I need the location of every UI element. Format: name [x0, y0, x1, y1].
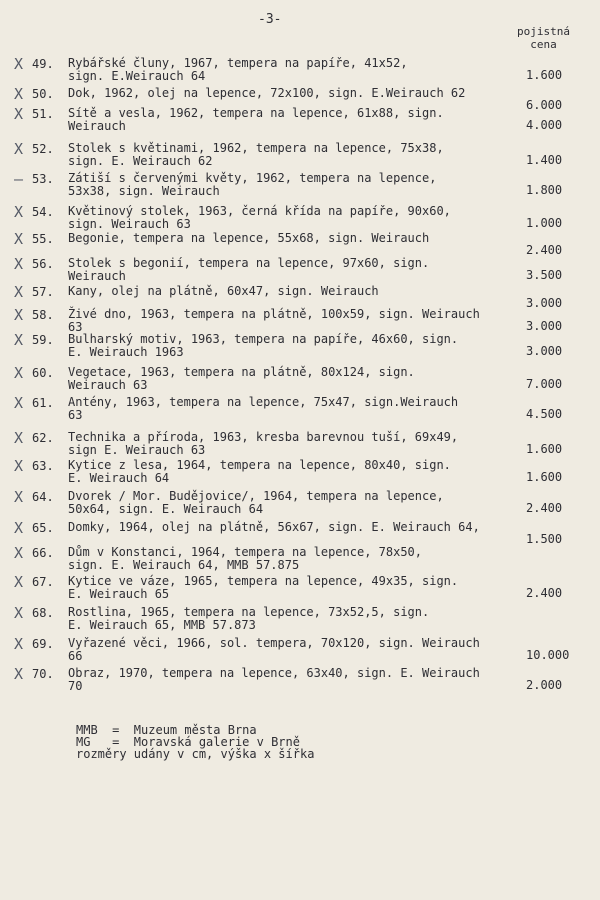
entry-number: 53.: [32, 172, 54, 186]
inventory-entry: [0, 57, 600, 87]
inventory-entry: [0, 606, 600, 636]
entry-number: 65.: [32, 521, 54, 535]
entry-description: Antény, 1963, tempera na lepence, 75x47, sign.Weirauch 63: [68, 395, 459, 422]
inventory-entry: [0, 459, 600, 489]
entry-description: Technika a příroda, 1963, kresba barevnou tuší, 69x49, sign E. Weirauch 63: [68, 430, 459, 457]
check-mark: X: [14, 331, 24, 349]
entry-price: 3.500: [526, 268, 563, 282]
check-mark: X: [14, 306, 24, 324]
inventory-entry: [0, 546, 600, 576]
entry-number: 67.: [32, 575, 54, 589]
check-mark: X: [14, 488, 24, 506]
inventory-entry: [0, 396, 600, 426]
entry-description: Stolek s begonií, tempera na lepence, 97x60, sign. Weirauch: [68, 256, 430, 283]
check-mark: X: [14, 364, 24, 382]
inventory-entry: [0, 366, 600, 396]
entry-price: 2.000: [526, 678, 563, 692]
entry-description: Kany, olej na plátně, 60x47, sign. Weirauch: [68, 284, 379, 298]
check-mark: X: [14, 573, 24, 591]
entry-description: Rybářské čluny, 1967, tempera na papíře, 41x52, sign. E.Weirauch 64: [68, 56, 408, 83]
entry-description: Rostlina, 1965, tempera na lepence, 73x52,5, sign. E. Weirauch 65, MMB 57.873: [68, 605, 430, 632]
inventory-entry: [0, 637, 600, 667]
entry-number: 62.: [32, 431, 54, 445]
check-mark: X: [14, 230, 24, 248]
entry-price: 1.000: [526, 216, 563, 230]
entry-number: 49.: [32, 57, 54, 71]
entry-number: 55.: [32, 232, 54, 246]
entry-number: 63.: [32, 459, 54, 473]
check-mark: X: [14, 519, 24, 537]
entry-description: Vegetace, 1963, tempera na plátně, 80x124, sign. Weirauch 63: [68, 365, 415, 392]
entry-number: 56.: [32, 257, 54, 271]
check-mark: X: [14, 140, 24, 158]
entry-description: Dům v Konstanci, 1964, tempera na lepence, 78x50, sign. E. Weirauch 64, MMB 57.875: [68, 545, 423, 572]
legend-line: MMB = Muzeum města Brna: [76, 723, 257, 737]
entry-number: 64.: [32, 490, 54, 504]
entry-price: 4.000: [526, 118, 563, 132]
inventory-entry: [0, 107, 600, 137]
check-mark: X: [14, 457, 24, 475]
entry-price: 1.600: [526, 442, 563, 456]
inventory-entry: [0, 490, 600, 520]
entry-price: 3.000: [526, 344, 563, 358]
inventory-entry: [0, 257, 600, 287]
entry-price: 2.400: [526, 243, 563, 257]
entry-price: 1.600: [526, 470, 563, 484]
check-mark: X: [14, 283, 24, 301]
entry-price: 4.500: [526, 407, 563, 421]
entry-description: Kytice z lesa, 1964, tempera na lepence, 80x40, sign. E. Weirauch 64: [68, 458, 451, 485]
entry-number: 66.: [32, 546, 54, 560]
entry-description: Obraz, 1970, tempera na lepence, 63x40, sign. E. Weirauch 70: [68, 666, 480, 693]
header-line-2: cena: [530, 38, 557, 51]
inventory-entry: [0, 575, 600, 605]
check-mark: X: [14, 55, 24, 73]
entry-number: 69.: [32, 637, 54, 651]
entry-description: Begonie, tempera na lepence, 55x68, sign. Weirauch: [68, 231, 430, 245]
inventory-entry: [0, 667, 600, 697]
check-mark: X: [14, 105, 24, 123]
entry-description: Živé dno, 1963, tempera na plátně, 100x59, sign. Weirauch 63: [68, 307, 480, 334]
page-number: -3-: [258, 12, 282, 27]
check-mark: X: [14, 394, 24, 412]
entry-number: 59.: [32, 333, 54, 347]
entry-description: Vyřazené věci, 1966, sol. tempera, 70x120, sign. Weirauch 66: [68, 636, 480, 663]
entry-number: 50.: [32, 87, 54, 101]
check-mark: X: [14, 203, 24, 221]
entry-number: 60.: [32, 366, 54, 380]
entry-price: 1.600: [526, 68, 563, 82]
legend-line: rozměry udány v cm, výška x šířka: [76, 747, 315, 761]
entry-price: 2.400: [526, 501, 563, 515]
entry-description: Dvorek / Mor. Budějovice/, 1964, tempera na lepence, 50x64, sign. E. Weirauch 64: [68, 489, 444, 516]
entry-number: 61.: [32, 396, 54, 410]
entry-description: Květinový stolek, 1963, černá křída na papíře, 90x60, sign. Weirauch 63: [68, 204, 451, 231]
legend-line: MG = Moravská galerie v Brně: [76, 735, 300, 749]
entry-description: Kytice ve váze, 1965, tempera na lepence, 49x35, sign. E. Weirauch 65: [68, 574, 459, 601]
check-mark: X: [14, 429, 24, 447]
legend: [76, 724, 314, 760]
check-mark: X: [14, 635, 24, 653]
entry-price: 7.000: [526, 377, 563, 391]
header-line-1: pojistná: [517, 25, 570, 38]
entry-price: 3.000: [526, 296, 563, 310]
entry-price: 1.800: [526, 183, 563, 197]
check-mark: X: [14, 85, 24, 103]
entry-number: 54.: [32, 205, 54, 219]
entry-description: Dok, 1962, olej na lepence, 72x100, sign. E.Weirauch 62: [68, 86, 466, 100]
entry-number: 70.: [32, 667, 54, 681]
entry-price: 3.000: [526, 319, 563, 333]
entry-price: 6.000: [526, 98, 563, 112]
inventory-entry: [0, 431, 600, 461]
entry-price: 10.000: [526, 648, 570, 662]
check-mark: X: [14, 604, 24, 622]
entry-price: 2.400: [526, 586, 563, 600]
price-column-header: [517, 25, 570, 51]
check-mark: —: [14, 170, 24, 188]
inventory-entry: [0, 142, 600, 172]
entry-number: 68.: [32, 606, 54, 620]
inventory-entry: [0, 333, 600, 363]
entry-number: 57.: [32, 285, 54, 299]
entry-description: Zátiší s červenými květy, 1962, tempera na lepence, 53x38, sign. Weirauch: [68, 171, 437, 198]
entry-description: Stolek s květinami, 1962, tempera na lepence, 75x38, sign. E. Weirauch 62: [68, 141, 444, 168]
check-mark: X: [14, 665, 24, 683]
inventory-entry: [0, 172, 600, 202]
entry-number: 58.: [32, 308, 54, 322]
check-mark: X: [14, 544, 24, 562]
entry-number: 52.: [32, 142, 54, 156]
entry-price: 1.500: [526, 532, 563, 546]
entry-description: Domky, 1964, olej na plátně, 56x67, sign. E. Weirauch 64,: [68, 520, 480, 534]
entry-price: 1.400: [526, 153, 563, 167]
entry-number: 51.: [32, 107, 54, 121]
entry-description: Sítě a vesla, 1962, tempera na lepence, 61x88, sign. Weirauch: [68, 106, 444, 133]
entry-description: Bulharský motiv, 1963, tempera na papíře, 46x60, sign. E. Weirauch 1963: [68, 332, 459, 359]
check-mark: X: [14, 255, 24, 273]
